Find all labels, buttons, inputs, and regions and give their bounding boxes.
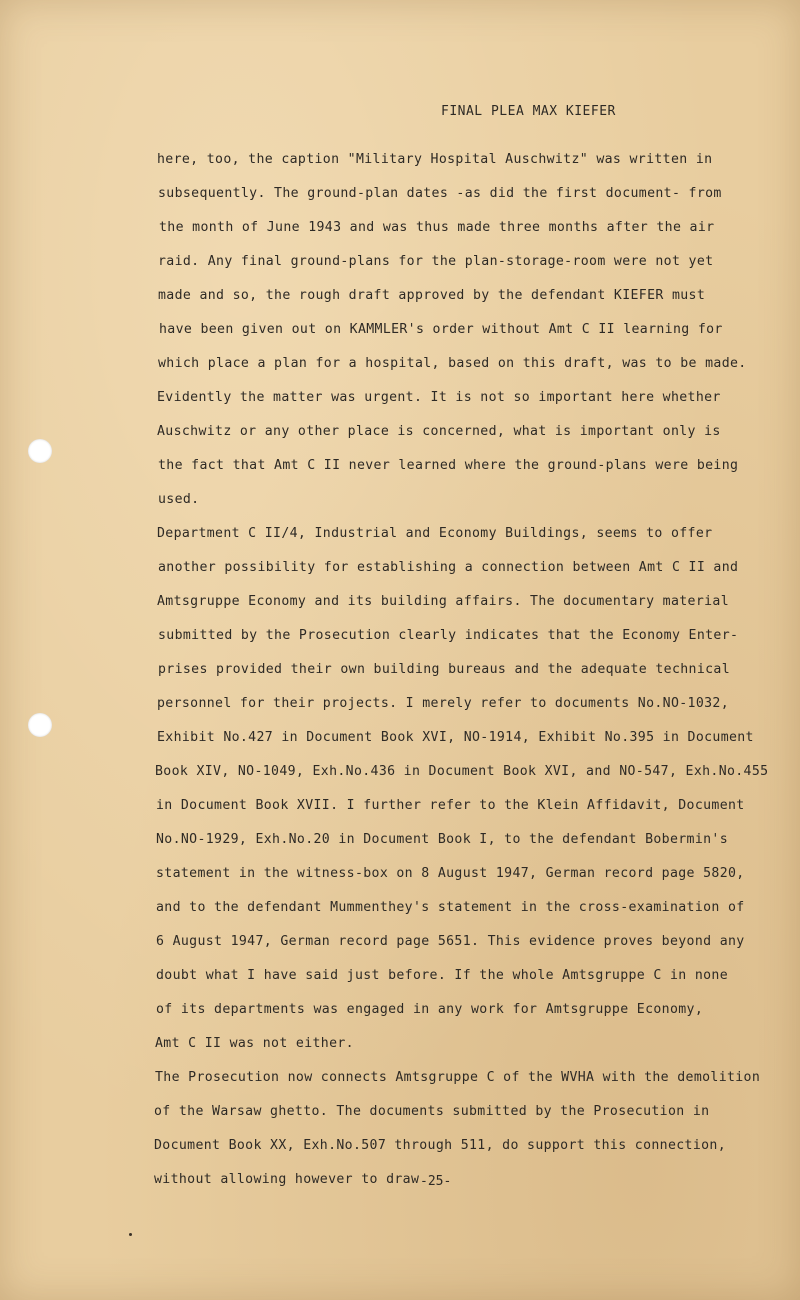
- text-line: used.: [158, 492, 200, 507]
- text-line: Amt C II was not either.: [155, 1036, 354, 1051]
- text-line: in Document Book XVII. I further refer to the Klein Affidavit, Document: [156, 798, 745, 813]
- text-line: and to the defendant Mummenthey's statement in the cross-examination of: [156, 900, 745, 915]
- text-line: of its departments was engaged in any work for Amtsgruppe Economy,: [156, 1002, 704, 1017]
- body-text: [154, 148, 787, 1202]
- punch-hole: [28, 713, 52, 737]
- text-line: No.NO-1929, Exh.No.20 in Document Book I, to the defendant Bobermin's: [156, 832, 728, 847]
- page-number: -25-: [420, 1174, 452, 1189]
- punch-hole: [28, 439, 52, 463]
- text-line: Exhibit No.427 in Document Book XVI, NO-1914, Exhibit No.395 in Document: [157, 730, 754, 745]
- text-line: raid. Any final ground-plans for the plan-storage-room were not yet: [158, 254, 714, 269]
- text-line: Evidently the matter was urgent. It is not so important here whether: [157, 390, 721, 405]
- text-line: Department C II/4, Industrial and Economy Buildings, seems to offer: [157, 526, 713, 541]
- text-line: Book XIV, NO-1049, Exh.No.436 in Document Book XVI, and NO-547, Exh.No.455: [155, 764, 769, 779]
- text-line: which place a plan for a hospital, based on this draft, was to be made.: [158, 356, 747, 371]
- text-line: personnel for their projects. I merely refer to documents No.NO-1032,: [157, 696, 729, 711]
- text-line: of the Warsaw ghetto. The documents submitted by the Prosecution in: [154, 1104, 710, 1119]
- text-line: Auschwitz or any other place is concerned, what is important only is: [157, 424, 721, 439]
- text-line: The Prosecution now connects Amtsgruppe C of the WVHA with the demolition: [155, 1070, 761, 1085]
- text-line: prises provided their own building bureaus and the adequate technical: [158, 662, 730, 677]
- text-line: the month of June 1943 and was thus made three months after the air: [159, 220, 715, 235]
- text-line: here, too, the caption "Military Hospital Auschwitz" was written in: [157, 152, 713, 167]
- text-line: made and so, the rough draft approved by the defendant KIEFER must: [158, 288, 706, 303]
- text-line: doubt what I have said just before. If the whole Amtsgruppe C in none: [156, 968, 728, 983]
- text-line: Amtsgruppe Economy and its building affairs. The documentary material: [157, 594, 729, 609]
- text-line: submitted by the Prosecution clearly indicates that the Economy Enter-: [158, 628, 739, 643]
- text-line: another possibility for establishing a connection between Amt C II and: [158, 560, 739, 575]
- text-line: the fact that Amt C II never learned where the ground-plans were being: [158, 458, 739, 473]
- ink-speck: [129, 1233, 132, 1236]
- text-line: without allowing however to draw: [154, 1172, 420, 1187]
- text-line: Document Book XX, Exh.No.507 through 511, do support this connection,: [154, 1138, 726, 1153]
- text-line: 6 August 1947, German record page 5651. This evidence proves beyond any: [156, 934, 745, 949]
- text-line: statement in the witness-box on 8 August 1947, German record page 5820,: [156, 866, 745, 881]
- page-header: FINAL PLEA MAX KIEFER: [441, 104, 616, 119]
- text-line: have been given out on KAMMLER's order without Amt C II learning for: [159, 322, 723, 337]
- text-line: subsequently. The ground-plan dates -as did the first document- from: [158, 186, 722, 201]
